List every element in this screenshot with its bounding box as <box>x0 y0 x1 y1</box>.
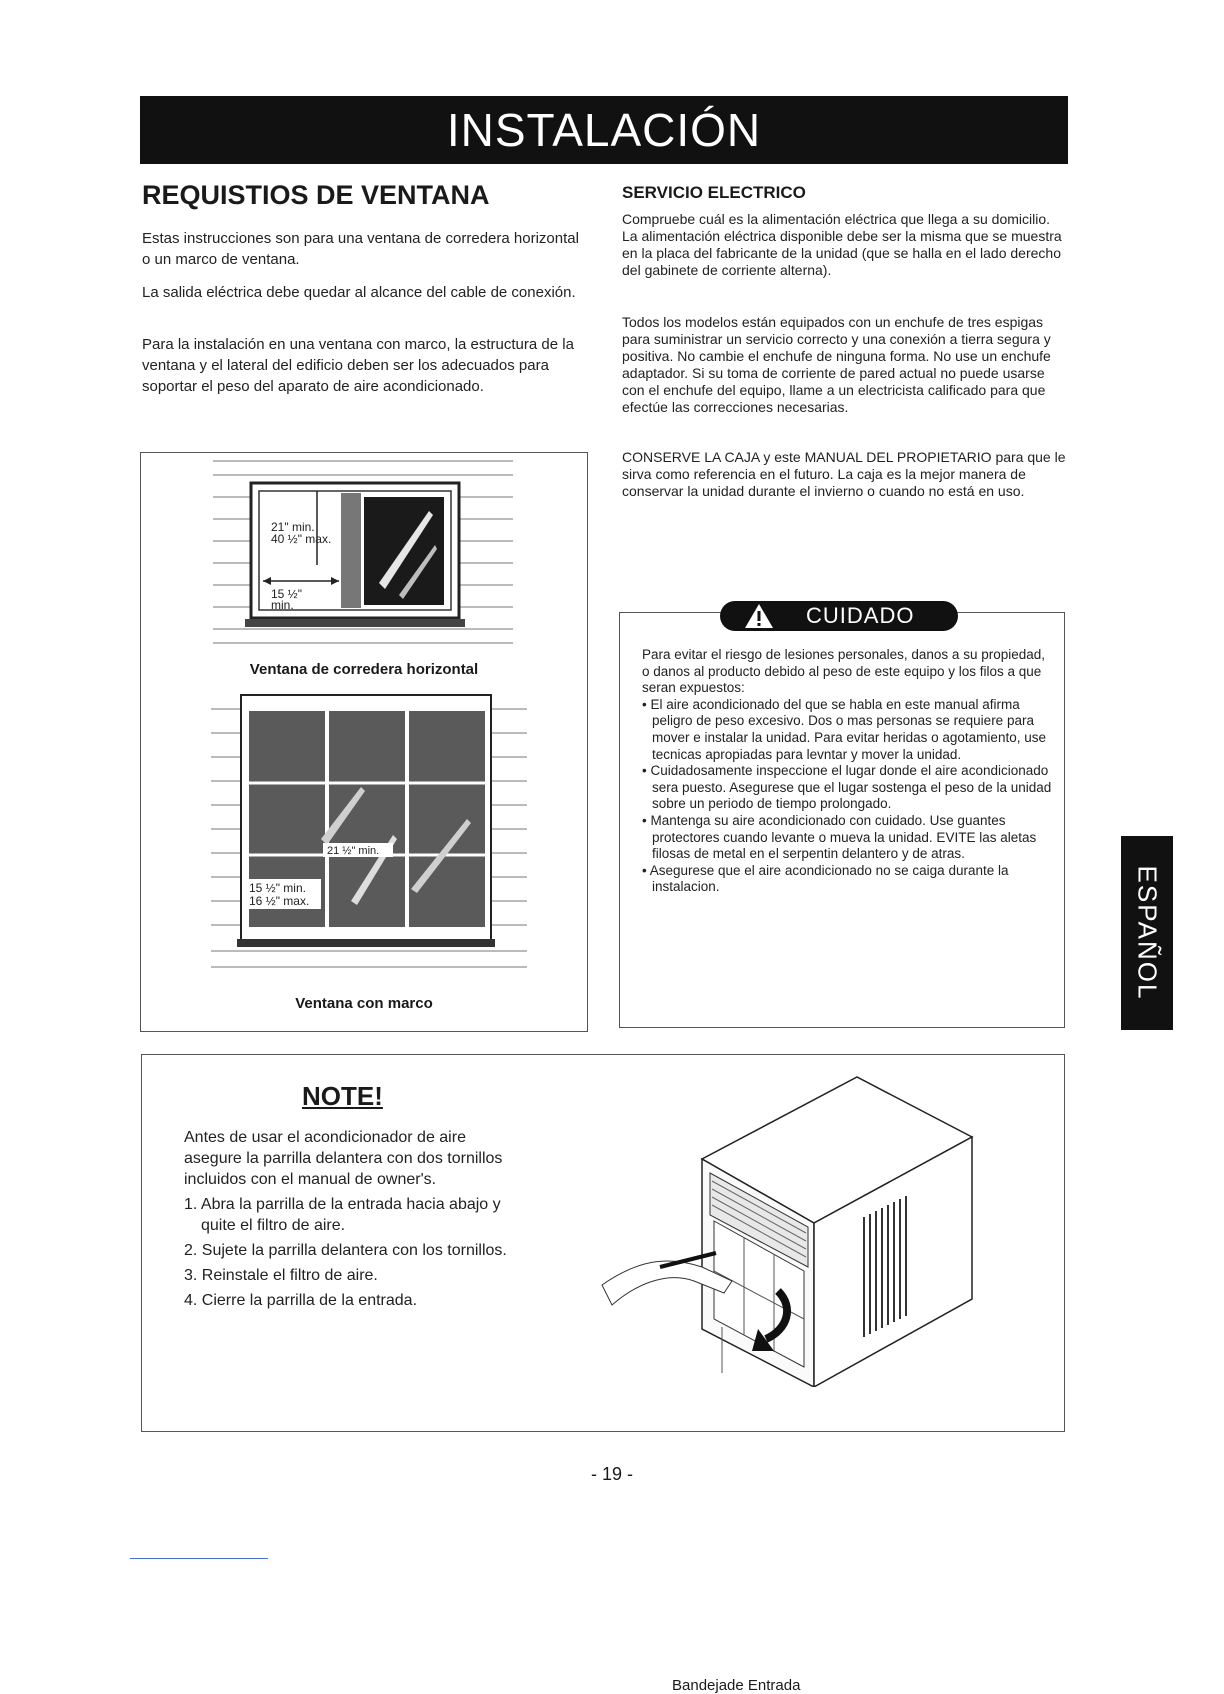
framed-dim-height-min: 21 ½" min. <box>327 845 380 857</box>
framed-dim-width-max: 16 ½" max. <box>249 894 310 908</box>
language-side-tab <box>1121 836 1173 1030</box>
page-number: - 19 - <box>590 1464 633 1484</box>
caution-item: • Cuidadosamente inspeccione el lugar donde el aire acondicionado sera puesto. Asegurese que el lugar sostenga el peso de la unidad sobre un periodo de tiempo prolongado. <box>642 763 1052 812</box>
note-title: NOTE! <box>302 1081 383 1111</box>
page-title-banner <box>140 96 1068 164</box>
window-requirements-paragraph-2: La salida eléctrica debe quedar al alcance del cable de conexión. <box>142 284 576 301</box>
caution-item: • Mantenga su aire acondicionado con cuidado. Use guantes protectores cuando levante o mueva la unidad. EVITE las aletas filosas de metal en el serpentin delantero y de atras. <box>642 812 1037 862</box>
note-step: 1. Abra la parrilla de la entrada hacia abajo y quite el filtro de aire. <box>184 1196 501 1234</box>
caution-badge <box>720 601 958 631</box>
sliding-window-illustration <box>201 453 531 653</box>
page-title: INSTALACIÓN <box>446 104 762 156</box>
framed-window-illustration <box>201 689 531 979</box>
window-requirements-paragraph-3: Para la instalación en una ventana con marco, la estructura de la ventana y el lateral del edificio deben ser los adecuados para soportar el peso del aparato de aire acondicionado. <box>142 336 574 395</box>
sliding-dim-width: 15 ½" <box>271 587 302 601</box>
framed-window-caption: Ventana con marco <box>295 995 433 1012</box>
electric-service-heading: SERVICIO ELECTRICO <box>622 183 806 202</box>
sliding-dim-width-min: min. <box>271 598 294 612</box>
caution-intro: Para evitar el riesgo de lesiones personales, danos a su propiedad, o danos al producto debido al peso de este equipo y los filos a que seran expuestos: <box>642 647 1046 696</box>
note-step: 4. Cierre la parrilla de la entrada. <box>184 1292 418 1309</box>
framed-dim-width-min: 15 ½" min. <box>249 881 306 895</box>
caution-item: • Asegurese que el aire acondicionado no se caiga durante la instalacion. <box>642 862 1009 895</box>
electric-service-paragraph-2: Todos los modelos están equipados con un enchufe de tres espigas para suministrar un servicio correcto y una conexión a tierra segura y positiva. No cambie el enchufe de ninguna forma. No use un enchufe adaptador. Si su toma de corriente de pared actual no puede usarse con el enchufe del equipo, llame a un electricista calificado para que efectúe las correcciones necesarias. <box>622 314 1051 415</box>
electric-service-paragraph-3: CONSERVE LA CAJA y este MANUAL DEL PROPIETARIO para que le sirva como referencia en el futuro. La caja es la mejor manera de conservar la unidad durante el invierno o cuando no está en uso. <box>622 449 1066 499</box>
caution-item: • El aire acondicionado del que se habla en este manual afirma peligro de peso excesivo. Dos o mas personas se requiere para mover e instalar la unidad. Para evitar heridas o agotamiento, use tecnicas apropiadas para levntar y mover la unidad. <box>642 696 1046 762</box>
note-step: 2. Sujete la parrilla delantera con los tornillos. <box>184 1242 507 1259</box>
window-requirements-paragraph-1: Estas instrucciones son para una ventana de corredera horizontal o un marco de ventana. <box>142 230 579 268</box>
caution-box <box>619 603 1065 1028</box>
sliding-dim-height-max: 40 ½" max. <box>271 532 332 546</box>
caution-label: CUIDADO <box>806 603 915 628</box>
air-conditioner-illustration <box>582 1067 1002 1387</box>
caution-text <box>642 647 1052 896</box>
footer-line <box>130 1558 268 1559</box>
illustration-caption: Bandejade Entrada <box>672 1677 801 1694</box>
note-step: 3. Reinstale el filtro de aire. <box>184 1267 378 1284</box>
electric-service-paragraph-1: Compruebe cuál es la alimentación eléctrica que llega a su domicilio. La alimentación eléctrica disponible debe ser la misma que se muestra en la placa del fabricante de la unidad (que se halla en el lado derecho del gabinete de corriente alterna). <box>622 211 1062 278</box>
sliding-window-caption: Ventana de corredera horizontal <box>249 661 479 678</box>
note-text <box>184 1127 514 1315</box>
sliding-dim-height-min: 21" min. <box>271 520 315 534</box>
language-side-tab-label: ESPAÑOL <box>1132 865 1163 1001</box>
window-figures-box <box>140 452 588 1032</box>
warning-triangle-icon <box>744 603 774 629</box>
note-intro: Antes de usar el acondicionador de aire asegure la parrilla delantera con dos tornillos incluidos con el manual de owner's. <box>184 1129 503 1188</box>
window-requirements-heading: REQUISTIOS DE VENTANA <box>142 180 490 210</box>
